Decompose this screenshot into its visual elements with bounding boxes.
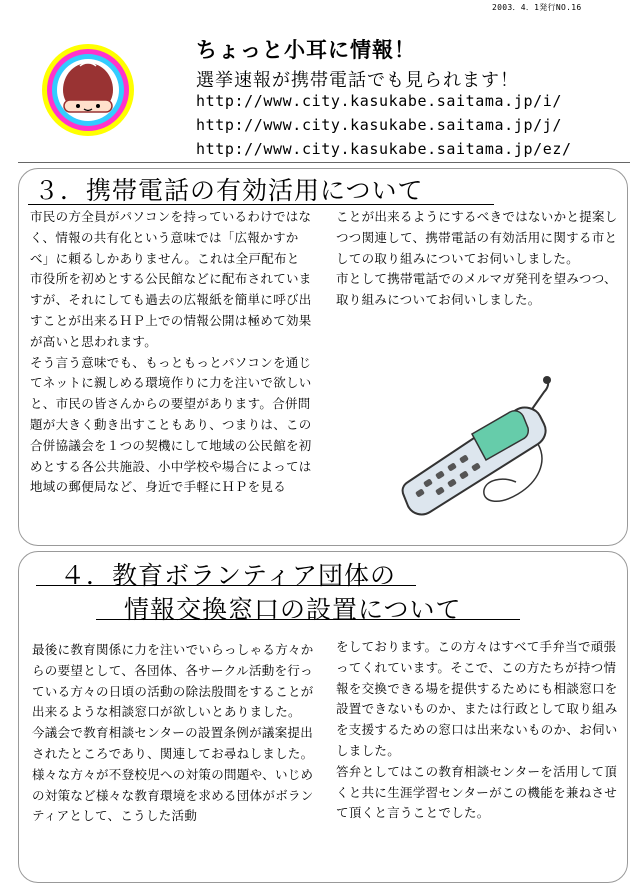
section4-right-paragraph: 答弁としてはこの教育相談センターを活用して頂くと共に生涯学習センターがこの機能を兼ねさせて頂くと言うことでした。 [336,763,618,821]
mobile-phone-icon [398,372,558,522]
section3-left-column [30,207,312,498]
header-subtitle: 選挙速報が携帯電話でも見られます！ [196,70,519,91]
chestnut-eye-left [76,104,80,108]
header-divider [18,162,630,163]
mobile-url-j[interactable]: http://www.city.kasukabe.saitama.jp/j/ [196,116,562,134]
section3-right-paragraph: 市として携帯電話でのメルマガ発刊を望みつつ、取り組みについてお伺いしました。 [336,271,617,308]
mobile-url-ez[interactable]: http://www.city.kasukabe.saitama.jp/ez/ [196,140,572,158]
issue-date: 2003．4．1発行NO.16 [492,3,582,12]
section3-right-paragraph: ことが出来るようにするべきではないかと提案しつつ関連して、携帯電話の有効活用に関する市としての取り組みについてお伺いしました。 [336,209,618,266]
section3-left-paragraph: 市民の方全員がパソコンを持っているわけではなく、情報の共有化という意味では「広報かすかべ」に頼るしかありません。これは全戸配布と市役所を初めとする公民館などに配布されていますが、それにしても過去の広報紙を簡単に呼び出すことが出来るＨＰ上での情報公開は極めて効果が高いと思われます。 [30,209,312,349]
section4-title-underline-2 [96,619,520,620]
phone-antenna-tip [543,376,551,384]
header-title: ちょっと小耳に情報！ [196,38,416,62]
section4-left-paragraph: 今議会で教育相談センターの設置条例が議案提出されたところであり、関連してお尋ねしました。 [32,725,314,761]
section4-right-column [336,637,628,824]
section3-left-paragraph: そう言う意味でも、もっともっとパソコンを通じてネットに親しめる環境作りに力を注いで欲しいと、市民の皆さんからの要望があります。合併問題が大きく動き出すこともあり、つまりは、この合併協議会を１つの契機にして地域の公民館を初めとする各公共施設、小中学校や場合によっては地域の郵便局など、身近で手軽にＨＰを見る [30,354,312,495]
section3-right-column [336,207,618,311]
section4-left-paragraph: 様々な方々が不登校児への対策の問題や、いじめの対策など様々な教育環境を求める団体がボランティアとして、こうした活動 [32,766,314,824]
section4-left-paragraph: 最後に教育関係に力を注いでいらっしゃる方々からの要望として、各団体、各サークル活動を行っている方々の日頃の活動の除法殷間をすることが出来るような相談窓口が欲しいとありました。 [32,642,314,720]
section4-title-line1: ４．教育ボランティア団体の [60,561,397,590]
section4-title-line2: 情報交換窓口の設置について [124,595,462,624]
section4-title-underline-1 [36,585,416,586]
section4-right-paragraph: をしております。この方々はすべて手弁当で頑張ってくれています。そこで、この方たちが持つ情報を交換できる場を提供するためにも相談窓口を設置できないものか、または行政として取り組みを支援するための窓口は出来ないものか、お伺いしました。 [336,639,618,758]
chestnut-logo-icon [40,42,136,138]
section3-title-underline [28,204,494,205]
section4-left-column [32,640,320,827]
mobile-url-i[interactable]: http://www.city.kasukabe.saitama.jp/i/ [196,92,562,110]
section3-title: ３．携帯電話の有効活用について [34,176,424,205]
chestnut-eye-right [96,104,100,108]
